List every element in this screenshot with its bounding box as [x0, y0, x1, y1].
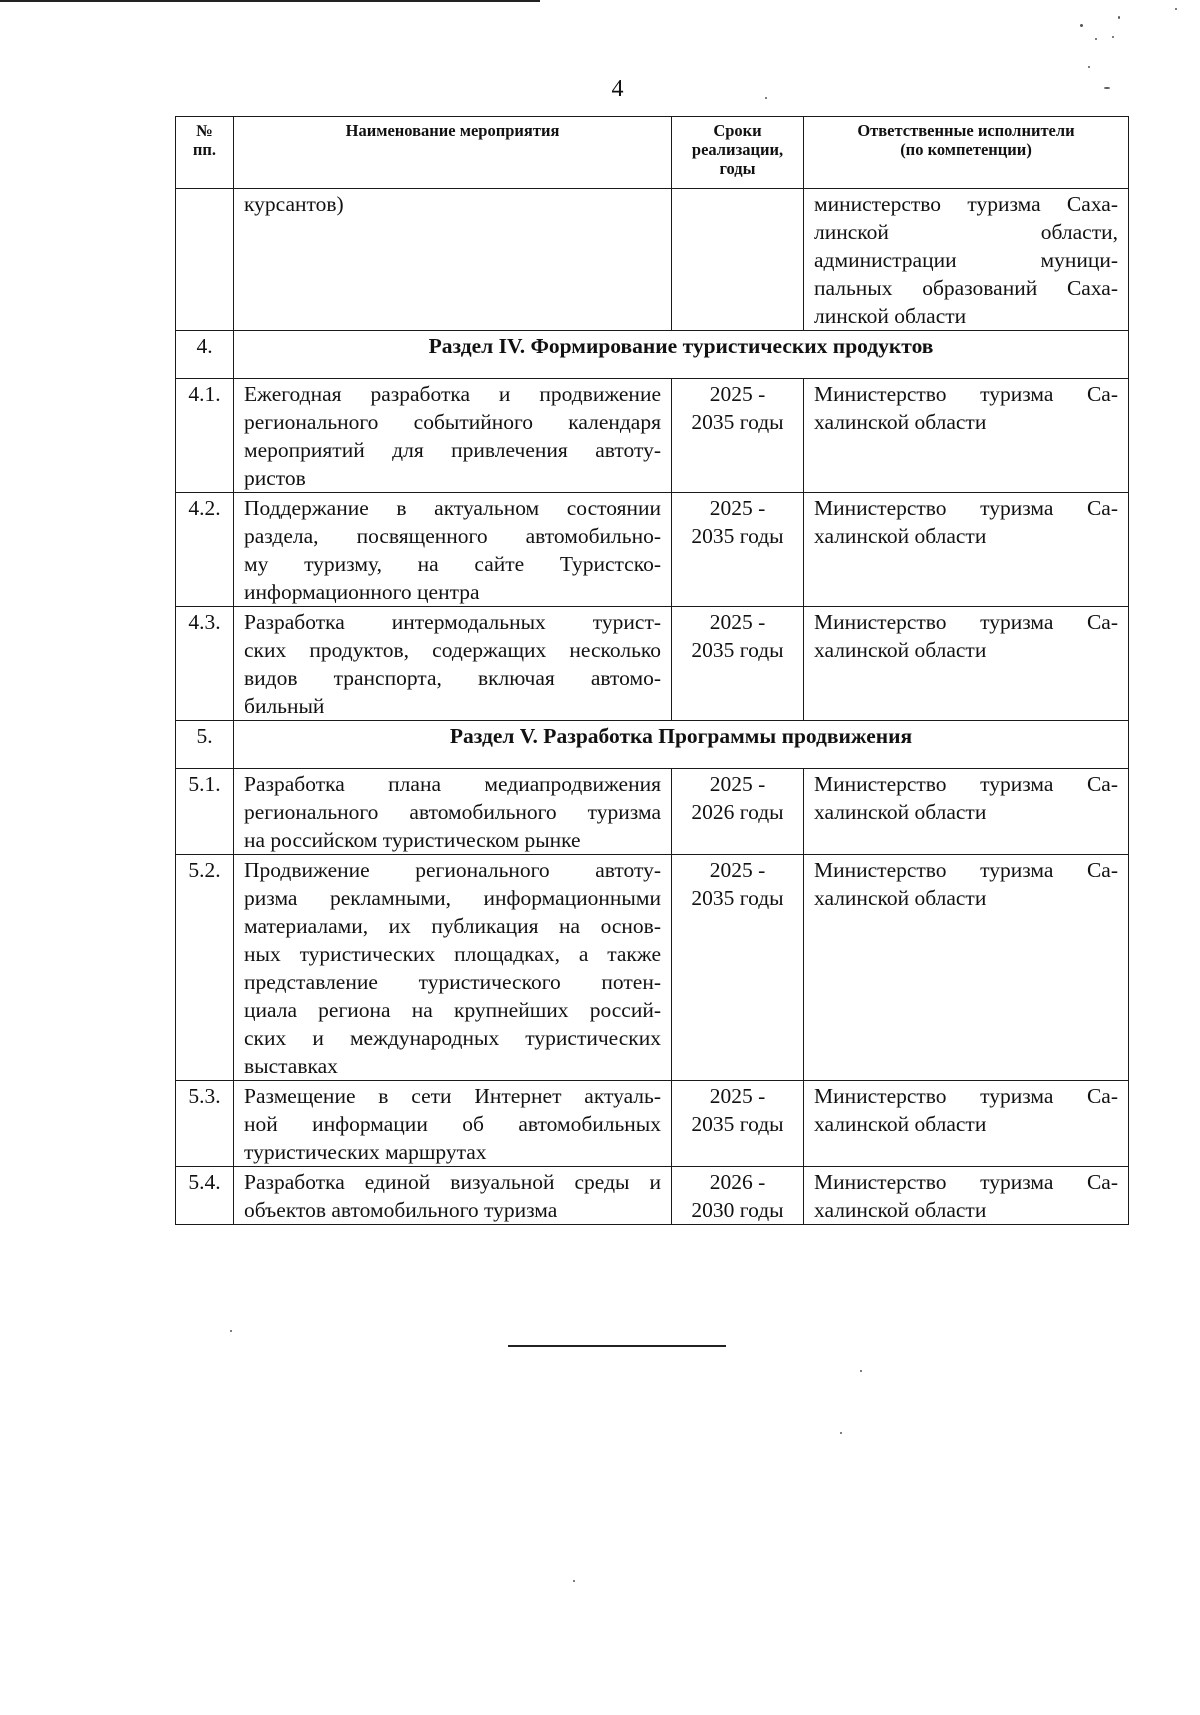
implementation-period — [672, 1167, 804, 1225]
scan-speck — [1080, 24, 1083, 27]
cell-line: курсантов) — [244, 192, 344, 216]
responsible-executors — [804, 607, 1129, 721]
cell-line: бильный — [244, 694, 325, 718]
cell-line: 2025 - — [709, 610, 766, 634]
cell-line: 2026 годы — [691, 800, 784, 824]
cell-line: ных туристических площадках, а также — [244, 942, 661, 966]
scan-speck — [573, 1580, 575, 1582]
cell-line: на российском туристическом рынке — [244, 828, 581, 852]
table-row — [176, 607, 1129, 721]
cell-line: ризма рекламными, информационными — [244, 886, 661, 910]
cell-line: Сроки — [713, 121, 762, 140]
table-body — [176, 189, 1129, 1225]
top-rule — [0, 0, 540, 2]
responsible-executors — [804, 493, 1129, 607]
cell-line: информационного центра — [244, 580, 480, 604]
table-row — [176, 769, 1129, 855]
cell-line: 2030 годы — [691, 1198, 784, 1222]
header-name — [234, 117, 672, 189]
section-title: Раздел V. Разработка Программы продвижения — [234, 721, 1129, 769]
cell-line: Министерство туризма Са- — [814, 772, 1118, 796]
implementation-period — [672, 607, 804, 721]
table-row — [176, 1081, 1129, 1167]
section-title: Раздел IV. Формирование туристических продуктов — [234, 331, 1129, 379]
cell-line: 2025 - — [709, 772, 766, 796]
cell-line: раздела, посвященного автомобильно- — [244, 524, 661, 548]
cell-line: халинской области — [814, 800, 987, 824]
table-row — [176, 855, 1129, 1081]
cell-line: ских продуктов, содержащих несколько — [244, 638, 661, 662]
cell-line: туристических маршрутах — [244, 1140, 487, 1164]
row-number: 5.4. — [176, 1167, 234, 1225]
cell-line: Министерство туризма Са- — [814, 1170, 1118, 1194]
cell-line: министерство туризма Саха- — [814, 192, 1118, 216]
responsible-executors — [804, 379, 1129, 493]
cell-line: пп. — [192, 140, 217, 159]
section-row — [176, 331, 1129, 379]
table-row — [176, 379, 1129, 493]
scan-speck — [1118, 16, 1120, 19]
cell-line: линской области — [814, 304, 967, 328]
scan-speck — [840, 1432, 842, 1434]
cell-line: Разработка плана медиапродвижения — [244, 772, 661, 796]
cell-line: (по компетенции) — [900, 140, 1032, 159]
scan-speck — [1104, 87, 1110, 89]
measure-name — [234, 855, 672, 1081]
row-number: 4.2. — [176, 493, 234, 607]
row-number: 4.1. — [176, 379, 234, 493]
cell-line: Министерство туризма Са- — [814, 858, 1118, 882]
cell-line: видов транспорта, включая автомо- — [244, 666, 661, 690]
cell-line: Размещение в сети Интернет актуаль- — [244, 1084, 661, 1108]
row-number: 5.3. — [176, 1081, 234, 1167]
responsible-executors — [804, 1167, 1129, 1225]
table-row — [176, 493, 1129, 607]
cell-line: 2035 годы — [691, 638, 784, 662]
page-number: 4 — [611, 76, 624, 102]
cell-line: Разработка единой визуальной среды и — [244, 1170, 661, 1194]
cell-line: объектов автомобильного туризма — [244, 1198, 558, 1222]
table-row — [176, 1167, 1129, 1225]
cell-line: 2025 - — [709, 858, 766, 882]
implementation-period — [672, 769, 804, 855]
cell-line: халинской области — [814, 410, 987, 434]
cell-line: Министерство туризма Са- — [814, 496, 1118, 520]
cell-line: линской области, — [814, 220, 1118, 244]
cell-line: 2035 годы — [691, 1112, 784, 1136]
cell-line: № — [196, 121, 213, 140]
row-number: 4.3. — [176, 607, 234, 721]
cell-line: халинской области — [814, 524, 987, 548]
cell-line: регионального автомобильного туризма — [244, 800, 661, 824]
cell-line: 2025 - — [709, 496, 766, 520]
scan-speck — [1088, 66, 1090, 68]
scan-speck — [765, 97, 767, 99]
closing-rule — [508, 1345, 726, 1347]
scan-speck — [1095, 38, 1097, 40]
implementation-period — [672, 493, 804, 607]
implementation-period — [672, 1081, 804, 1167]
scan-speck — [230, 1330, 232, 1332]
cell-line: циала региона на крупнейших россий- — [244, 998, 661, 1022]
cell-line: ристов — [244, 466, 306, 490]
cell-line: администрации муници- — [814, 248, 1118, 272]
measure-name — [234, 189, 672, 331]
measure-name — [234, 1081, 672, 1167]
measure-name — [234, 493, 672, 607]
cell-line: Министерство туризма Са- — [814, 610, 1118, 634]
cell-line: ной информации об автомобильных — [244, 1112, 661, 1136]
cell-line: материалами, их публикация на основ- — [244, 914, 661, 938]
row-number: 5.1. — [176, 769, 234, 855]
table-header-row — [176, 117, 1129, 189]
measure-name — [234, 379, 672, 493]
scan-speck — [1175, 8, 1177, 10]
section-row — [176, 721, 1129, 769]
cell-line: 2035 годы — [691, 524, 784, 548]
row-number — [176, 189, 234, 331]
cell-line: халинской области — [814, 886, 987, 910]
cell-line: му туризму, на сайте Туристско- — [244, 552, 661, 576]
cell-line: регионального событийного календаря — [244, 410, 661, 434]
cell-line: 2035 годы — [691, 886, 784, 910]
header-resp — [804, 117, 1129, 189]
cell-line: Разработка интермодальных турист- — [244, 610, 661, 634]
row-number: 5. — [176, 721, 234, 769]
cell-line: представление туристического потен- — [244, 970, 661, 994]
cell-line: халинской области — [814, 1198, 987, 1222]
measures-table — [175, 116, 1129, 1225]
cell-line: мероприятий для привлечения автоту- — [244, 438, 661, 462]
cell-line: Министерство туризма Са- — [814, 1084, 1118, 1108]
cell-line: Ответственные исполнители — [857, 121, 1075, 140]
responsible-executors — [804, 855, 1129, 1081]
header-num — [176, 117, 234, 189]
cell-line: 2035 годы — [691, 410, 784, 434]
scan-speck — [1112, 36, 1114, 38]
scan-speck — [860, 1370, 862, 1372]
cell-line: 2025 - — [709, 382, 766, 406]
cell-line: 2025 - — [709, 1084, 766, 1108]
responsible-executors — [804, 189, 1129, 331]
measure-name — [234, 1167, 672, 1225]
implementation-period — [672, 855, 804, 1081]
header-dates — [672, 117, 804, 189]
row-number: 5.2. — [176, 855, 234, 1081]
cell-line: ских и международных туристических — [244, 1026, 661, 1050]
implementation-period — [672, 189, 804, 331]
cell-line: Продвижение регионального автоту- — [244, 858, 661, 882]
cell-line: Поддержание в актуальном состоянии — [244, 496, 661, 520]
cell-line: выставках — [244, 1054, 338, 1078]
cell-line: реализации, — [691, 140, 784, 159]
cell-line: халинской области — [814, 638, 987, 662]
responsible-executors — [804, 769, 1129, 855]
measure-name — [234, 769, 672, 855]
row-number: 4. — [176, 331, 234, 379]
cell-line: годы — [719, 159, 756, 178]
cell-line: 2026 - — [709, 1170, 766, 1194]
cell-line: пальных образований Саха- — [814, 276, 1118, 300]
implementation-period — [672, 379, 804, 493]
cell-line: Ежегодная разработка и продвижение — [244, 382, 661, 406]
cell-line: Наименование мероприятия — [345, 121, 560, 140]
measure-name — [234, 607, 672, 721]
table-row — [176, 189, 1129, 331]
cell-line: халинской области — [814, 1112, 987, 1136]
responsible-executors — [804, 1081, 1129, 1167]
cell-line: Министерство туризма Са- — [814, 382, 1118, 406]
